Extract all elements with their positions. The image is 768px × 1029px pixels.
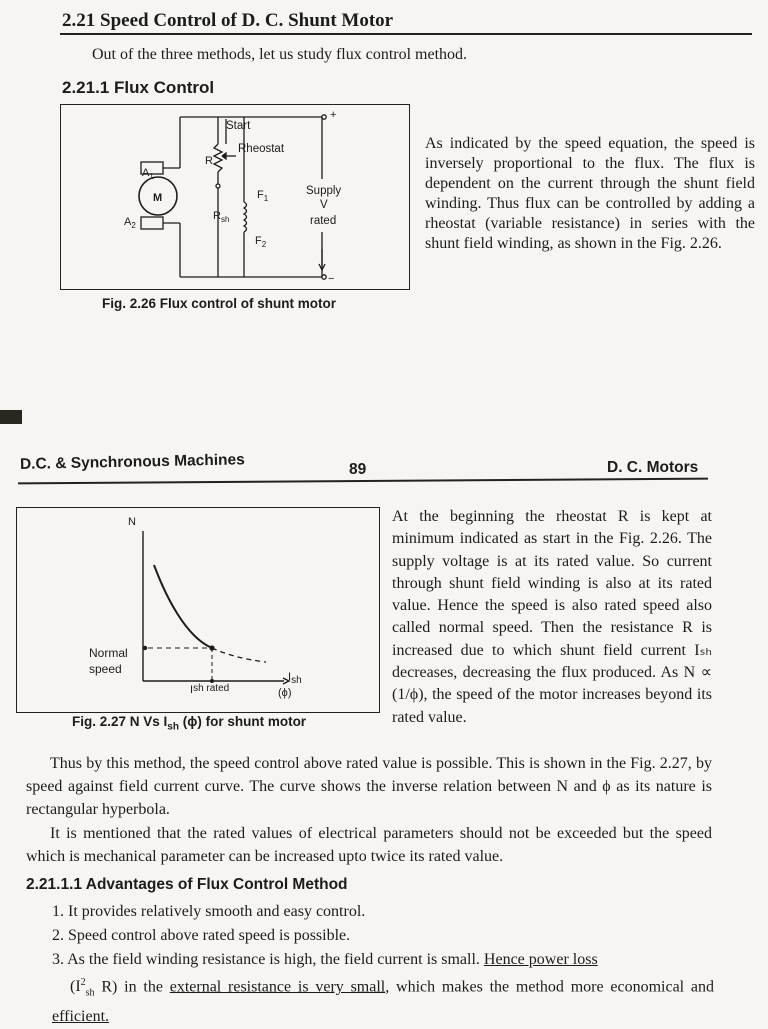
- advantage-item-2: 2. Speed control above rated speed is possible.: [52, 927, 351, 944]
- paragraph-rated-values: [26, 822, 712, 868]
- page-edge: [0, 410, 22, 424]
- advantage-item-3: 3. As the field winding resistance is high, the field current is small. Hence power loss ($I^2_{sh}$ R) in the external resistance is very small, which makes the method more economical and efficient.: [52, 951, 715, 1025]
- figure-1-caption: Fig. 2.26 Flux control of shunt motor: [102, 296, 337, 311]
- label-rated: rated: [310, 215, 337, 227]
- rheostat-resistor: [214, 144, 222, 172]
- paragraph-rheostat-start: At the beginning the rheostat R is kept at minimum indicated as start in the Fig. 2.26. The supply voltage is at its rated value. So current through shunt field winding is also at its rated value. Hence the speed is also rated speed also called normal speed. Then the resistance R is increased due to which shunt field current Iₛₕ decreases, decreasing the flux produced. As N ∝ (1/ϕ), the speed of the motor increases beyond its rated value.: [392, 508, 712, 726]
- label-plus: +: [330, 109, 337, 121]
- axis-label-n: N: [128, 516, 136, 528]
- label-v: V: [320, 199, 328, 211]
- paragraph-speed-control: [26, 752, 712, 821]
- label-start: Start: [226, 120, 251, 132]
- label-a1: $A_1$: [142, 167, 154, 181]
- label-a2: $A_2$: [124, 216, 136, 230]
- label-normal: Normal: [89, 646, 128, 660]
- title-rule: [60, 33, 752, 35]
- paragraph-speed-control-text: Thus by this method, the speed control above rated value is possible. This is shown in the Fig. 2.27, by speed against field current curve. The curve shows the inverse relation between N and ϕ as its nature is rectangular hyperbola.: [26, 755, 712, 818]
- running-header-book-title: D.C. & Synchronous Machines: [19, 451, 245, 473]
- subsection-title: 2.21.1 Flux Control: [62, 78, 215, 97]
- page-number: 89: [349, 461, 367, 478]
- label-f2: $F_2$: [255, 235, 267, 249]
- paragraph-rated-values-text: It is mentioned that the rated values of electrical parameters should not be exceeded but the speed which is mechanical parameter can be increased upto twice its rated value.: [26, 825, 712, 865]
- label-speed: speed: [89, 662, 122, 676]
- axis-label-phi: (ϕ): [278, 687, 292, 699]
- a2-brush: [141, 217, 163, 229]
- label-ish-rated: Ish rated: [190, 683, 230, 696]
- label-rheostat: Rheostat: [238, 143, 285, 155]
- label-rsh: $R_{sh}$: [213, 210, 230, 224]
- intro-text: Out of the three methods, let us study flux control method.: [92, 46, 468, 63]
- label-r: R: [205, 155, 213, 167]
- label-f1: $F_1$: [257, 189, 269, 203]
- advantages-heading: 2.21.1.1 Advantages of Flux Control Method: [26, 876, 348, 893]
- axis-label-ish: Ish: [288, 671, 302, 686]
- advantages-list: [52, 900, 714, 1029]
- paragraph-speed-equation: As indicated by the speed equation, the speed is inversely proportional to the flux. The flux is dependent on the current through the shunt field winding. Thus flux can be controlled by adding a rheostat (variable resistance) in series with the shunt field winding, as shown in the Fig. 2.26.: [425, 135, 755, 252]
- label-supply: Supply: [306, 185, 342, 197]
- curve-solid: [154, 565, 212, 648]
- figure-2-speed-curve: [16, 507, 380, 713]
- operating-point: [209, 645, 214, 650]
- figure-2-caption: Fig. 2.27 N Vs $I_{sh}$ (ϕ) for shunt motor: [72, 714, 307, 733]
- advantage-item-1: 1. It provides relatively smooth and easy control.: [52, 903, 366, 920]
- running-header-chapter: D. C. Motors: [607, 459, 699, 476]
- curve-dashed: [212, 648, 266, 662]
- rheostat-terminal: [216, 184, 220, 188]
- label-minus: −: [328, 273, 335, 285]
- figure-1-circuit-diagram: [60, 104, 410, 290]
- motor-label: M: [153, 192, 163, 204]
- shunt-field-coil: [244, 202, 247, 232]
- section-title: 2.21 Speed Control of D. C. Shunt Motor: [62, 10, 394, 31]
